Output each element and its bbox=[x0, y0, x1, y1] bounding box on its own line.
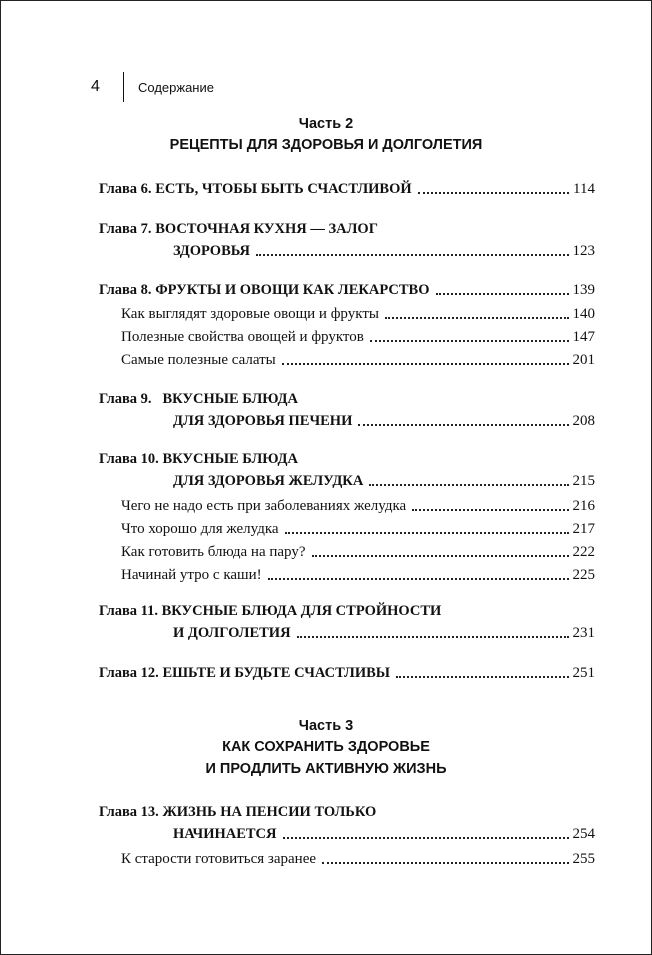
toc-chapter bbox=[99, 176, 595, 198]
section-title: К старости готовиться заранее bbox=[121, 851, 317, 867]
dot-leader bbox=[436, 291, 569, 295]
section-title: Самые полезные салаты bbox=[121, 352, 276, 368]
page-ref: 201 bbox=[572, 352, 595, 368]
toc-entry[interactable] bbox=[99, 799, 595, 821]
dot-leader bbox=[385, 315, 569, 319]
dot-leader bbox=[297, 634, 569, 638]
toc-entry[interactable] bbox=[99, 446, 595, 468]
toc-section[interactable] bbox=[99, 324, 595, 346]
chapter-title: НАЧИНАЕТСЯ bbox=[173, 826, 277, 842]
page-ref: 254 bbox=[572, 826, 595, 842]
toc-chapter bbox=[99, 598, 595, 642]
toc-section[interactable] bbox=[99, 301, 595, 323]
part-heading bbox=[1, 114, 651, 156]
toc-chapter bbox=[99, 660, 595, 682]
page-header bbox=[91, 75, 214, 99]
chapter-title: ВКУСНЫЕ БЛЮДА bbox=[162, 451, 298, 467]
section-title: Что хорошо для желудка bbox=[121, 521, 279, 537]
chapter-label: Глава 7. bbox=[99, 221, 152, 237]
chapter-label: Глава 9. bbox=[99, 391, 152, 407]
page-ref: 139 bbox=[572, 282, 595, 298]
page-ref: 208 bbox=[572, 413, 595, 429]
toc-entry-continuation[interactable] bbox=[99, 821, 595, 843]
toc-chapter bbox=[99, 216, 595, 260]
dot-leader bbox=[256, 252, 568, 256]
toc-chapter bbox=[99, 277, 595, 369]
running-head: Содержание bbox=[138, 79, 214, 95]
toc-entry-continuation[interactable] bbox=[99, 620, 595, 642]
section-title: Полезные свойства овощей и фруктов bbox=[121, 329, 364, 345]
toc-chapter bbox=[99, 386, 595, 430]
chapter-label: Глава 6. bbox=[99, 181, 152, 197]
chapter-label: Глава 11. bbox=[99, 603, 159, 619]
header-divider bbox=[123, 72, 124, 102]
dot-leader bbox=[268, 576, 569, 580]
page-ref: 255 bbox=[572, 851, 595, 867]
dot-leader bbox=[282, 361, 569, 365]
toc-entry-continuation[interactable] bbox=[99, 408, 595, 430]
page-ref: 114 bbox=[573, 181, 595, 197]
dot-leader bbox=[396, 674, 568, 678]
part-title-line: И ПРОДЛИТЬ АКТИВНУЮ ЖИЗНЬ bbox=[205, 761, 447, 777]
page-ref: 217 bbox=[572, 521, 595, 537]
section-title: Как выглядят здоровые овощи и фрукты bbox=[121, 306, 379, 322]
page-ref: 140 bbox=[572, 306, 595, 322]
chapter-title: ВКУСНЫЕ БЛЮДА ДЛЯ СТРОЙНОСТИ bbox=[161, 603, 442, 619]
chapter-label: Глава 10. bbox=[99, 451, 159, 467]
dot-leader bbox=[283, 835, 569, 839]
dot-leader bbox=[322, 860, 568, 864]
dot-leader bbox=[369, 482, 568, 486]
dot-leader bbox=[358, 422, 568, 426]
part-title-line: КАК СОХРАНИТЬ ЗДОРОВЬЕ bbox=[222, 739, 430, 755]
page-number: 4 bbox=[91, 78, 100, 95]
chapter-label: Глава 13. bbox=[99, 804, 159, 820]
chapter-title: ДЛЯ ЗДОРОВЬЯ ПЕЧЕНИ bbox=[173, 413, 353, 429]
chapter-label: Глава 12. bbox=[99, 665, 159, 681]
dot-leader bbox=[370, 338, 569, 342]
toc-entry[interactable] bbox=[99, 277, 595, 299]
chapter-title: И ДОЛГОЛЕТИЯ bbox=[173, 625, 291, 641]
chapter-title: ЕШЬТЕ И БУДЬТЕ СЧАСТЛИВЫ bbox=[162, 665, 391, 681]
toc-entry[interactable] bbox=[99, 176, 595, 198]
chapter-title: ФРУКТЫ И ОВОЩИ КАК ЛЕКАРСТВО bbox=[155, 282, 430, 298]
toc-section[interactable] bbox=[99, 539, 595, 561]
toc-entry[interactable] bbox=[99, 386, 595, 408]
toc-section[interactable] bbox=[99, 347, 595, 369]
page-ref: 123 bbox=[572, 243, 595, 259]
page-ref: 215 bbox=[572, 473, 595, 489]
dot-leader bbox=[418, 190, 569, 194]
chapter-label: Глава 8. bbox=[99, 282, 152, 298]
part-number: Часть 2 bbox=[298, 116, 354, 132]
page-ref: 225 bbox=[572, 567, 595, 583]
toc-section[interactable] bbox=[99, 493, 595, 515]
chapter-title: ЖИЗНЬ НА ПЕНСИИ ТОЛЬКО bbox=[162, 804, 377, 820]
toc-entry[interactable] bbox=[99, 660, 595, 682]
toc-section[interactable] bbox=[99, 516, 595, 538]
part-heading bbox=[1, 716, 651, 780]
toc-entry[interactable] bbox=[99, 598, 595, 620]
page-ref: 216 bbox=[572, 498, 595, 514]
chapter-title: ВКУСНЫЕ БЛЮДА bbox=[162, 391, 298, 407]
page-ref: 231 bbox=[572, 625, 595, 641]
section-title: Чего не надо есть при заболеваниях желудка bbox=[121, 498, 407, 514]
page-ref: 147 bbox=[572, 329, 595, 345]
chapter-title: ДЛЯ ЗДОРОВЬЯ ЖЕЛУДКА bbox=[173, 473, 364, 489]
chapter-title: ЗДОРОВЬЯ bbox=[173, 243, 251, 259]
chapter-title: ВОСТОЧНАЯ КУХНЯ — ЗАЛОГ bbox=[155, 221, 378, 237]
chapter-title: ЕСТЬ, ЧТОБЫ БЫТЬ СЧАСТЛИВОЙ bbox=[155, 181, 412, 197]
section-title: Начинай утро с каши! bbox=[121, 567, 262, 583]
page-ref: 251 bbox=[572, 665, 595, 681]
part-title-line: РЕЦЕПТЫ ДЛЯ ЗДОРОВЬЯ И ДОЛГОЛЕТИЯ bbox=[169, 137, 483, 153]
toc-entry-continuation[interactable] bbox=[99, 468, 595, 490]
toc-chapter bbox=[99, 446, 595, 584]
toc-section[interactable] bbox=[99, 846, 595, 868]
toc-entry-continuation[interactable] bbox=[99, 238, 595, 260]
toc-entry[interactable] bbox=[99, 216, 595, 238]
dot-leader bbox=[412, 507, 568, 511]
page-ref: 222 bbox=[572, 544, 595, 560]
part-number: Часть 3 bbox=[298, 718, 354, 734]
toc-chapter bbox=[99, 799, 595, 868]
dot-leader bbox=[285, 530, 569, 534]
dot-leader bbox=[312, 553, 569, 557]
toc-section[interactable] bbox=[99, 562, 595, 584]
section-title: Как готовить блюда на пару? bbox=[121, 544, 306, 560]
